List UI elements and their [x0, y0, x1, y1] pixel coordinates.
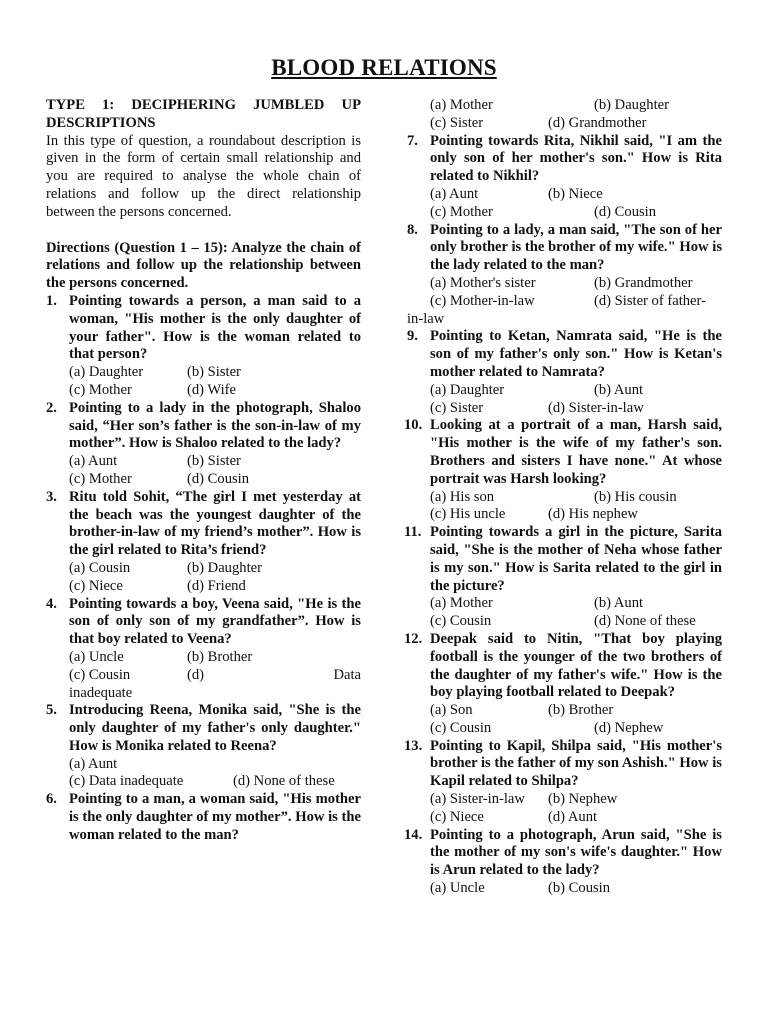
options — [430, 489, 722, 525]
question-number: 10. — [404, 417, 423, 434]
question-6-options — [407, 97, 722, 133]
option-d-continuation: in-law — [407, 310, 445, 327]
left-column — [46, 97, 361, 845]
question-number: 4. — [46, 595, 57, 612]
option-d[interactable]: (d) His nephew — [548, 506, 638, 523]
question-8 — [407, 222, 722, 311]
option-b[interactable]: (b) Aunt — [594, 381, 644, 398]
question-text: Pointing towards a boy, Veena said, "He is the son of only son of my grandfather”. How is that boy related to Veena? — [69, 595, 361, 648]
question-number: 13. — [404, 737, 423, 754]
option-d[interactable]: (d) Wife — [187, 381, 236, 398]
option-c[interactable]: (c) Niece — [69, 577, 123, 594]
option-b[interactable]: (b) Brother — [548, 702, 614, 719]
option-a[interactable]: (a) Daughter — [430, 381, 505, 398]
option-b[interactable]: (b) Sister — [187, 364, 241, 381]
question-text: Pointing towards a person, a man said to a woman, "His mother is the only daughter of your father". How is the woman related to that person? — [69, 292, 361, 363]
intro-paragraph: In this type of question, a roundabout description is given in the form of certain small relationship and you are required to analyse the whole chain of relations and follow up the direct relationship between the persons concerned. — [46, 132, 361, 220]
option-a[interactable]: (a) Aunt — [69, 755, 118, 772]
question-9 — [407, 328, 722, 417]
question-6 — [46, 791, 361, 844]
question-text: Pointing to Ketan, Namrata said, "He is the son of my father's only son." How is Ketan's mother related to Namrata? — [430, 328, 722, 380]
option-d[interactable]: (d) Nephew — [594, 719, 664, 736]
option-c[interactable]: (c) Cousin — [430, 719, 492, 736]
options — [430, 275, 722, 311]
option-d[interactable]: (d) Aunt — [548, 808, 598, 825]
option-b[interactable]: (b) His cousin — [594, 488, 677, 505]
option-b[interactable]: (b) Brother — [187, 648, 253, 665]
question-number: 2. — [46, 399, 57, 416]
section-heading: TYPE 1: DECIPHERING JUMBLED UP DESCRIPTIONS — [46, 97, 361, 131]
options — [69, 364, 361, 400]
option-d[interactable]: (d) Cousin — [187, 470, 250, 487]
options — [430, 382, 722, 418]
question-13 — [404, 737, 722, 827]
option-c[interactable]: (c) Cousin — [430, 613, 492, 630]
option-c[interactable]: (c) Mother — [69, 470, 132, 487]
question-text: Pointing towards a girl in the picture, Sarita said, "She is the mother of Neha whose father is my son." How is Sarita related to the girl in the picture? — [430, 524, 722, 594]
option-a[interactable]: (a) Mother — [430, 97, 493, 113]
option-b[interactable]: (b) Nephew — [548, 791, 618, 808]
options — [430, 880, 722, 898]
option-d-continuation: inadequate — [69, 684, 133, 701]
option-a[interactable]: (a) Son — [430, 702, 473, 719]
question-2 — [46, 400, 361, 489]
options — [430, 702, 722, 738]
question-text: Introducing Reena, Monika said, "She is the only daughter of my father's only daughter." How is Monika related to Reena? — [69, 702, 361, 754]
page-title: BLOOD RELATIONS — [271, 55, 497, 80]
options — [69, 649, 361, 685]
option-b[interactable]: (b) Niece — [548, 185, 603, 202]
option-c[interactable]: (c) Sister — [430, 114, 484, 131]
option-d[interactable]: (d) Sister-in-law — [548, 399, 644, 416]
options — [430, 791, 722, 827]
option-d[interactable]: (d) Friend — [187, 577, 246, 594]
option-b[interactable]: (b) Aunt — [594, 595, 644, 612]
options — [69, 756, 361, 792]
option-a[interactable]: (a) Mother's sister — [430, 274, 536, 291]
option-d-label: (d) — [187, 666, 205, 683]
question-1 — [46, 293, 361, 400]
right-column — [404, 97, 722, 898]
option-c[interactable]: (c) Mother-in-law — [430, 292, 535, 309]
question-4 — [46, 596, 361, 703]
option-d[interactable]: (d) Grandmother — [548, 114, 647, 131]
option-d[interactable]: (d) Cousin — [594, 203, 657, 220]
question-number: 7. — [407, 132, 418, 149]
question-12 — [404, 630, 722, 738]
option-c[interactable]: (c) Mother — [430, 203, 493, 220]
option-a[interactable]: (a) Sister-in-law — [430, 791, 525, 808]
option-c[interactable]: (c) His uncle — [430, 506, 506, 523]
question-text: Pointing to a lady, a man said, "The son of her only brother is the brother of my wife." How is the lady related to the man? — [430, 221, 722, 274]
question-3 — [46, 489, 361, 596]
question-text: Pointing to a lady in the photograph, Shaloo said, “Her son’s father is the son-in-law of my mother”. How is Shaloo related to the lady? — [69, 399, 361, 452]
option-d-word: Data — [333, 666, 361, 683]
question-number: 9. — [407, 328, 418, 345]
question-text: Looking at a portrait of a man, Harsh said, "His mother is the wife of my father's son. Brothers and sisters I have none." At whose portrait was Harsh looking? — [430, 417, 722, 487]
option-d[interactable]: (d) Sister of father- — [594, 292, 706, 309]
question-number: 5. — [46, 702, 57, 719]
question-text: Pointing to Kapil, Shilpa said, "His mother's brother is the father of my son Ashish." How is Kapil related to Shilpa? — [430, 737, 722, 790]
option-b[interactable]: (b) Daughter — [594, 97, 669, 113]
question-number: 8. — [407, 221, 418, 238]
question-number: 6. — [46, 791, 57, 808]
options — [430, 186, 722, 222]
option-a[interactable]: (a) Aunt — [430, 185, 479, 202]
option-b[interactable]: (b) Sister — [187, 453, 241, 470]
question-7 — [407, 133, 722, 222]
options — [430, 595, 722, 631]
question-number: 3. — [46, 488, 57, 505]
option-c[interactable]: (c) Niece — [430, 808, 484, 825]
question-text: Deepak said to Nitin, "That boy playing football is the younger of the two brothers of the daughter of my father's wife." How is the boy playing football related to Deepak? — [430, 630, 722, 701]
option-a[interactable]: (a) Uncle — [69, 648, 124, 665]
question-number: 1. — [46, 292, 57, 309]
option-a[interactable]: (a) Daughter — [69, 364, 144, 381]
options — [69, 560, 361, 596]
option-a[interactable]: (a) Cousin — [69, 559, 131, 576]
directions-text: Directions (Question 1 – 15): Analyze the chain of relations and follow up the relationship between the persons concerned. — [46, 239, 361, 292]
option-d[interactable]: (d) None of these — [233, 773, 335, 790]
question-11 — [404, 524, 722, 631]
option-d[interactable] — [187, 667, 361, 685]
option-b[interactable]: (b) Cousin — [548, 880, 611, 897]
option-c[interactable]: (c) Data inadequate — [69, 773, 184, 790]
question-text: Pointing towards Rita, Nikhil said, "I am the only son of her mother's son." How is Rita related to Nikhil? — [430, 132, 722, 185]
question-10 — [404, 417, 722, 524]
option-c[interactable]: (c) Mother — [69, 381, 132, 398]
options — [69, 453, 361, 489]
option-d[interactable]: (d) None of these — [594, 613, 696, 630]
option-c[interactable]: (c) Sister — [430, 399, 484, 416]
question-number: 12. — [404, 630, 423, 647]
option-b[interactable]: (b) Grandmother — [594, 274, 693, 291]
question-14 — [404, 826, 722, 898]
option-a[interactable]: (a) Uncle — [430, 880, 485, 897]
option-a[interactable]: (a) His son — [430, 488, 495, 505]
option-b[interactable]: (b) Daughter — [187, 559, 262, 576]
option-c[interactable]: (c) Cousin — [69, 666, 131, 683]
question-5 — [46, 702, 361, 791]
question-number: 11. — [404, 524, 422, 541]
question-number: 14. — [404, 826, 423, 843]
question-text: Pointing to a man, a woman said, "His mother is the only daughter of my mother”. How is the woman related to the man? — [69, 791, 361, 843]
question-text: Pointing to a photograph, Arun said, "She is the mother of my son's wife's daughter." How is Arun related to the lady? — [430, 826, 722, 879]
question-text: Ritu told Sohit, “The girl I met yesterday at the beach was the youngest daughter of the brother-in-law of my friend’s mother”. How is the girl related to Rita’s friend? — [69, 488, 361, 559]
option-a[interactable]: (a) Mother — [430, 595, 493, 612]
option-a[interactable]: (a) Aunt — [69, 453, 118, 470]
